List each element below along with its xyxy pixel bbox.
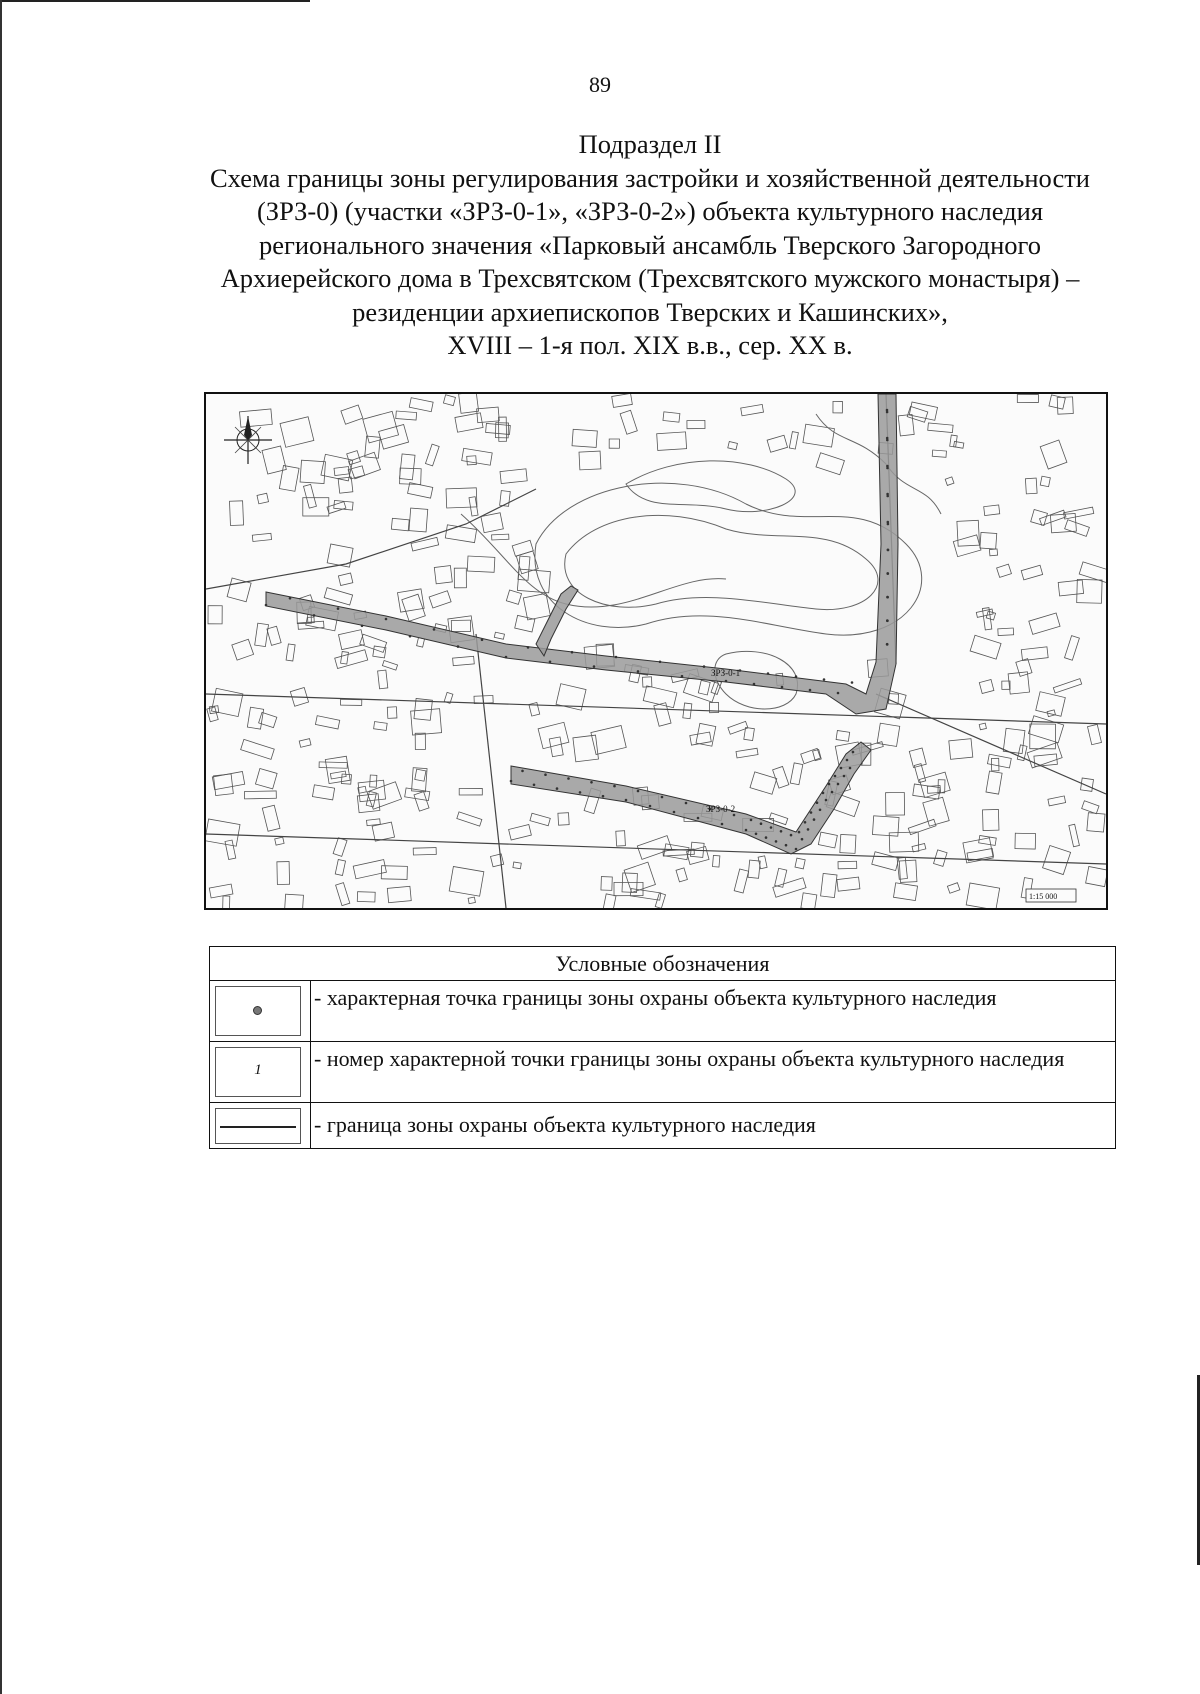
boundary-point-marker	[745, 829, 748, 832]
boundary-point-marker	[770, 826, 773, 829]
boundary-point-marker	[760, 822, 763, 825]
legend-symbol-box	[215, 1047, 301, 1097]
boundary-point-marker	[837, 783, 840, 786]
boundary-point-marker	[767, 672, 770, 675]
boundary-point-marker	[313, 614, 316, 617]
boundary-point-marker	[807, 828, 810, 831]
boundary-point-marker	[521, 770, 524, 773]
boundary-point-marker	[510, 780, 513, 783]
boundary-point-marker	[753, 683, 756, 686]
boundary-point-marker	[661, 796, 664, 799]
boundary-point-marker	[527, 646, 530, 649]
boundary-point-marker	[809, 689, 812, 692]
legend-row	[210, 1042, 1115, 1103]
boundary-point-marker	[533, 784, 536, 787]
boundary-point-marker	[602, 795, 605, 798]
boundary-point-marker	[590, 781, 593, 784]
legend-description: - характерная точка границы зоны охраны объекта культурного наследия	[314, 985, 997, 1010]
boundary-point-marker	[765, 836, 768, 839]
boundary-line-icon	[220, 1126, 296, 1128]
boundary-point-marker	[289, 597, 292, 600]
legend-symbol-cell	[210, 1042, 311, 1102]
boundary-point-marker	[886, 411, 889, 414]
boundary-point-marker	[886, 572, 889, 575]
legend-description: - граница зоны охраны объекта культурного наследия	[314, 1112, 816, 1137]
boundary-point-marker	[846, 759, 849, 762]
boundary-point-marker	[625, 799, 628, 802]
boundary-point-marker	[750, 819, 753, 822]
boundary-point-marker	[681, 675, 684, 678]
legend-symbol-box	[215, 986, 301, 1036]
boundary-point-marker	[433, 628, 436, 631]
boundary-point-marker	[816, 801, 819, 804]
boundary-point-marker	[843, 775, 846, 778]
boundary-point-marker	[781, 686, 784, 689]
boundary-point-marker	[780, 830, 783, 833]
boundary-point-marker	[795, 675, 798, 678]
legend-description: - номер характерной точки границы зоны охраны объекта культурного наследия	[314, 1046, 1065, 1071]
zone-map	[204, 392, 1108, 910]
boundary-point-marker	[733, 814, 736, 817]
boundary-point-marker	[822, 792, 825, 795]
boundary-point-marker	[409, 635, 412, 638]
boundary-point-marker	[831, 791, 834, 794]
legend-symbol-box	[215, 1108, 301, 1144]
boundary-point-marker	[703, 665, 706, 668]
legend-table	[209, 946, 1116, 1149]
heading-line: (ЗРЗ-0) (участки «ЗРЗ-0-1», «ЗРЗ-0-2») объекта культурного наследия	[256, 196, 1044, 226]
boundary-point-marker	[819, 809, 822, 812]
boundary-point-marker	[613, 785, 616, 788]
zone-label-zrz-0-2: ЗРЗ-0-2	[706, 804, 736, 814]
boundary-point-marker	[886, 467, 889, 470]
legend-row	[210, 981, 1115, 1042]
page-number: 89	[589, 72, 611, 97]
boundary-point-marker	[637, 790, 640, 793]
boundary-point-marker	[337, 607, 340, 610]
boundary-point-marker	[571, 651, 574, 654]
boundary-point-marker	[673, 811, 676, 814]
boundary-point-marker	[725, 680, 728, 683]
boundary-point-marker	[840, 767, 843, 770]
boundary-point-marker	[828, 783, 831, 786]
legend-row	[210, 1103, 1115, 1149]
boundary-point-marker	[615, 656, 618, 659]
boundary-point-marker	[798, 831, 801, 834]
boundary-point-marker	[556, 787, 559, 790]
legend-symbol-cell	[210, 981, 311, 1041]
document-heading	[150, 128, 1150, 363]
boundary-point-marker	[637, 670, 640, 673]
boundary-point-marker	[886, 596, 889, 599]
boundary-point-marker	[790, 834, 793, 837]
scan-edge-left	[0, 0, 2, 1694]
boundary-point-marker	[361, 625, 364, 628]
boundary-point-marker	[505, 656, 508, 659]
point-icon	[253, 1006, 262, 1015]
boundary-point-marker	[801, 838, 804, 841]
boundary-point-marker	[593, 665, 596, 668]
boundary-point-marker	[810, 811, 813, 814]
boundary-point-marker	[385, 618, 388, 621]
scan-edge-top	[0, 0, 310, 2]
boundary-point-marker	[785, 844, 788, 847]
boundary-point-marker	[886, 439, 889, 442]
legend-title: Условные обозначения	[210, 947, 1115, 981]
boundary-point-marker	[457, 645, 460, 648]
boundary-point-marker	[834, 775, 837, 778]
boundary-point-marker	[804, 821, 807, 824]
boundary-point-marker	[851, 681, 854, 684]
legend-symbol-cell	[210, 1103, 311, 1149]
point-number-label: 1	[254, 1062, 262, 1078]
boundary-point-marker	[887, 549, 890, 552]
boundary-point-marker	[886, 495, 889, 498]
boundary-point-marker	[755, 833, 758, 836]
heading-line: регионального значения «Парковый ансамбль Тверского Загородного	[258, 229, 1042, 260]
boundary-point-marker	[567, 777, 570, 780]
heading-line: Архиерейского дома в Трехсвятском (Трехсвятского мужского монастыря) –	[220, 263, 1080, 293]
boundary-point-marker	[649, 805, 652, 808]
heading-line: XVIII – 1-я пол. XIX в.в., сер. XX в.	[447, 330, 853, 360]
boundary-point-marker	[852, 751, 855, 754]
heading-line: резиденции архиепископов Тверских и Кашинских»,	[352, 296, 948, 327]
boundary-point-marker	[775, 840, 778, 843]
zone-label-zrz-0-1: ЗРЗ-0-1	[711, 668, 741, 678]
boundary-point-marker	[887, 523, 890, 526]
boundary-point-marker	[579, 791, 582, 794]
boundary-point-marker	[659, 661, 662, 664]
boundary-point-marker	[823, 678, 826, 681]
boundary-point-marker	[886, 619, 889, 622]
boundary-point-marker	[549, 661, 552, 664]
boundary-point-marker	[265, 604, 268, 607]
heading-line: Схема границы зоны регулирования застройки и хозяйственной деятельности	[210, 162, 1090, 193]
heading-line: Подраздел II	[578, 129, 722, 159]
boundary-point-marker	[849, 767, 852, 770]
boundary-point-marker	[544, 773, 547, 776]
boundary-point-marker	[481, 639, 484, 642]
boundary-point-marker	[813, 818, 816, 821]
boundary-point-marker	[697, 817, 700, 820]
boundary-point-marker	[685, 802, 688, 805]
boundary-point-marker	[721, 823, 724, 826]
boundary-point-marker	[825, 799, 828, 802]
boundary-point-marker	[837, 692, 840, 695]
map-scale: 1:15 000	[1029, 892, 1058, 901]
boundary-point-marker	[795, 848, 798, 851]
boundary-point-marker	[886, 643, 889, 646]
